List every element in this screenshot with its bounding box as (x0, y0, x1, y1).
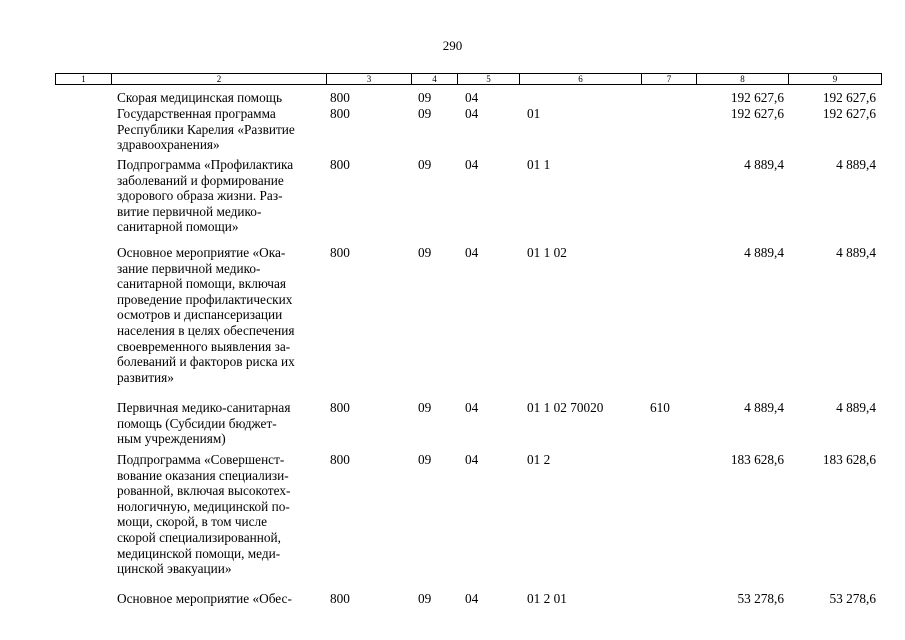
row-amount-9: 4 889,4 (836, 400, 876, 415)
column-number-9: 9 (789, 74, 882, 85)
row-code-section: 09 (418, 591, 432, 606)
row-name-line: Первичная медико-санитарная (117, 400, 291, 415)
row-amount-9: 192 627,6 (822, 90, 876, 105)
row-name-line: скорой специализированной, (117, 529, 281, 545)
row-code-subsection: 04 (465, 90, 479, 105)
row-amount-9: 53 278,6 (829, 591, 876, 606)
row-name-line: развития» (117, 369, 174, 385)
row-amount-8: 53 278,6 (737, 591, 784, 606)
row-name-line: медицинской помощи, меди- (117, 545, 281, 561)
row-name-line: Основное мероприятие «Обес- (117, 591, 292, 606)
row-code-subsection: 04 (465, 591, 479, 606)
column-number-3: 3 (327, 74, 412, 85)
row-code-ministry: 800 (330, 245, 350, 260)
row-code-subsection: 04 (465, 452, 479, 467)
row-name-line: Основное мероприятие «Ока- (117, 245, 286, 260)
row-name-line: здорового образа жизни. Раз- (117, 188, 283, 204)
column-number-5: 5 (458, 74, 520, 85)
row-name-line: здравоохранения» (117, 137, 220, 153)
row-code-subsection: 04 (465, 157, 479, 172)
row-code-ministry: 800 (330, 400, 350, 415)
column-number-2: 2 (112, 74, 327, 85)
row-name-line: помощь (Субсидии бюджет- (117, 415, 277, 431)
row-name-line: Скорая медицинская помощь (117, 90, 283, 105)
row-code-subsection: 04 (465, 245, 479, 260)
row-name-line: мощи, скорой, в том числе (117, 514, 268, 530)
column-number-7: 7 (642, 74, 697, 85)
row-code-section: 09 (418, 245, 432, 260)
row-code-section: 09 (418, 90, 432, 105)
row-amount-8: 192 627,6 (730, 106, 784, 121)
row-code-subsection: 04 (465, 106, 479, 121)
row-code-expense-type: 610 (650, 400, 670, 415)
row-name-line: болеваний и факторов риска их (117, 354, 295, 370)
row-name (117, 90, 322, 106)
row-name-line: проведение профилактических (117, 291, 293, 307)
row-name (117, 452, 322, 577)
row-name-line: нологичную, медицинской по- (117, 498, 290, 514)
column-number-6: 6 (520, 74, 642, 85)
row-name-line: витие первичной медико- (117, 203, 262, 219)
row-code-target: 01 1 02 (527, 245, 567, 260)
column-number-1: 1 (56, 74, 112, 85)
row-amount-8: 4 889,4 (744, 245, 784, 260)
row-amount-9: 183 628,6 (822, 452, 876, 467)
row-amount-9: 4 889,4 (836, 157, 876, 172)
row-amount-9: 192 627,6 (822, 106, 876, 121)
row-name-line: ным учреждениям) (117, 431, 226, 447)
row-code-section: 09 (418, 452, 432, 467)
row-name-line: осмотров и диспансеризации (117, 307, 283, 323)
row-name (117, 157, 322, 235)
row-code-section: 09 (418, 157, 432, 172)
row-name-line: заболеваний и формирование (117, 172, 284, 188)
row-name-line: рованной, включая высокотех- (117, 483, 291, 499)
row-amount-8: 192 627,6 (730, 90, 784, 105)
row-code-target: 01 1 02 70020 (527, 400, 604, 415)
row-code-ministry: 800 (330, 106, 350, 121)
row-name (117, 106, 322, 153)
row-code-ministry: 800 (330, 90, 350, 105)
row-name-line: зание первичной медико- (117, 260, 261, 276)
row-code-target: 01 2 01 (527, 591, 567, 606)
row-amount-8: 183 628,6 (730, 452, 784, 467)
row-amount-8: 4 889,4 (744, 400, 784, 415)
row-name-line: Республики Карелия «Развитие (117, 121, 295, 137)
column-number-4: 4 (412, 74, 458, 85)
row-name-line: санитарной помощи, включая (117, 276, 287, 292)
row-name (117, 245, 322, 385)
row-name-line: вование оказания специализи- (117, 467, 289, 483)
row-code-section: 09 (418, 400, 432, 415)
row-name-line: санитарной помощи» (117, 219, 239, 235)
row-code-ministry: 800 (330, 591, 350, 606)
row-amount-8: 4 889,4 (744, 157, 784, 172)
row-name-line: Подпрограмма «Профилактика (117, 157, 294, 172)
row-name (117, 400, 322, 447)
row-code-target: 01 (527, 106, 541, 121)
column-number-8: 8 (697, 74, 789, 85)
row-name-line: Государственная программа (117, 106, 276, 121)
row-code-ministry: 800 (330, 452, 350, 467)
row-name (117, 591, 322, 607)
row-code-ministry: 800 (330, 157, 350, 172)
row-code-target: 01 2 (527, 452, 551, 467)
column-number-header (55, 73, 882, 85)
row-name-line: Подпрограмма «Совершенст- (117, 452, 285, 467)
page-number: 290 (442, 38, 463, 53)
row-name-line: цинской эвакуации» (117, 561, 232, 577)
row-name-line: своевременного выявления за- (117, 338, 291, 354)
row-code-target: 01 1 (527, 157, 551, 172)
row-code-subsection: 04 (465, 400, 479, 415)
row-amount-9: 4 889,4 (836, 245, 876, 260)
row-code-section: 09 (418, 106, 432, 121)
row-name-line: населения в целях обеспечения (117, 322, 295, 338)
